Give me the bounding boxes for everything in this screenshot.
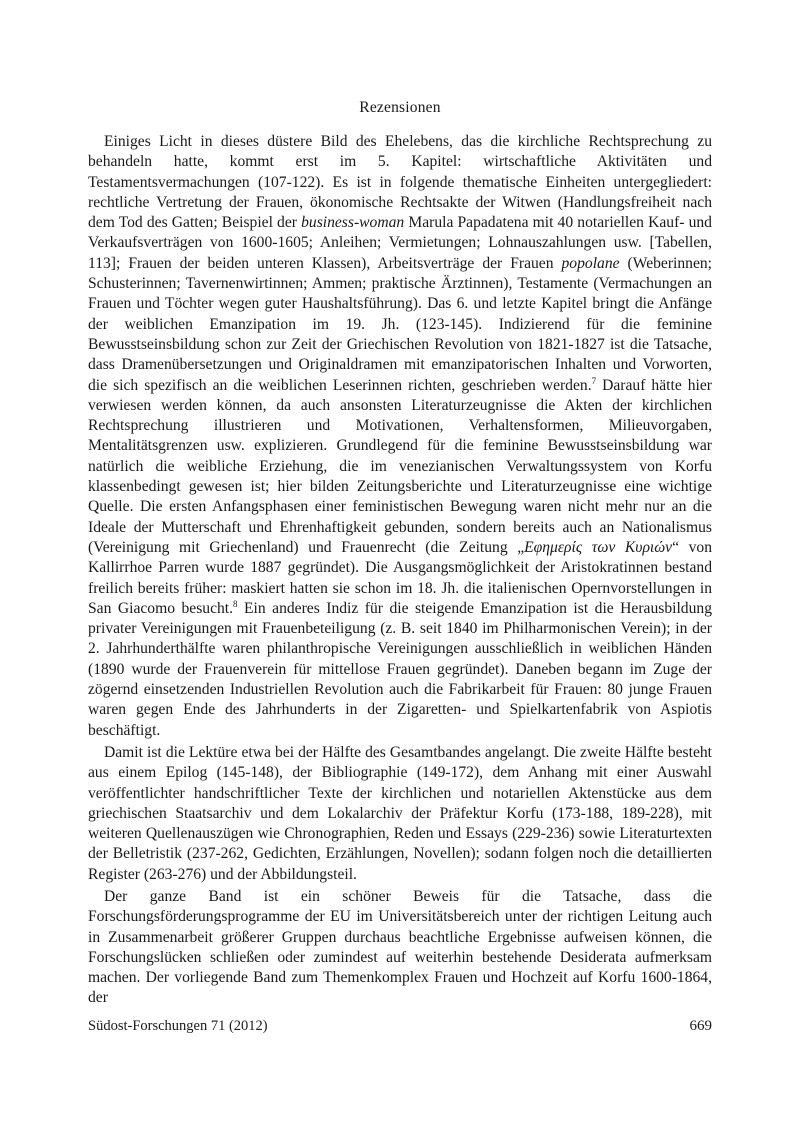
text-run: Ein anderes Indiz für die steigende Emanzipation ist die Herausbildung privater Vereinigungen mit Frauenbeteiligung (z. B. seit 1840 im Philharmonischen Verein); in der 2. Jahrhunderthälfte waren philanthropische Vereinigungen ausschließlich in weiblichen Händen (1890 wurde der Frauenverein für mittellose Frauen gegründet). Daneben begann im Zuge der zögernd einsetzenden Industriellen Revolution auch die Fabrikarbeit für Frauen: 80 junge Frauen waren gegen Ende des Jahrhunderts in der Zigaretten- und Spielkartenfabrik von Aspiotis beschäftigt. <box>88 599 712 739</box>
footnote-marker: 7 <box>591 375 597 386</box>
italic-term: popolane <box>561 254 620 272</box>
text-run: “ von Kallirrhoe Parren wurde 1887 gegründet). Die Ausgangsmöglichkeit der Aristokratinnen bestand freilich bereits früher: maskiert hatten sie schon im 18. Jh. die italienischen Opernvorstellungen in San Giacomo besucht. <box>88 538 712 617</box>
paragraph-1 <box>88 132 712 741</box>
paragraph-3 <box>88 887 712 1009</box>
text-run: Damit ist die Lektüre etwa bei der Hälfte des Gesamtbandes angelangt. Die zweite Hälfte besteht aus einem Epilog (145-148), der Bibliographie (149-172), dem Anhang mit einer Auswahl veröffentlichter handschriftlicher Texte der kirchlichen und notariellen Aktenstücke aus dem griechischen Staatsarchiv und dem Lokalarchiv der Präfektur Korfu (173-188, 189-228), mit weiteren Quellenauszügen wie Chronographien, Reden und Essays (229-236) sowie Literaturtexten der Belletristik (237-262, Gedichten, Erzählungen, Novellen); sodann folgen noch die detaillierten Register (263-276) und der Abbildungsteil. <box>88 743 712 883</box>
journal-citation: Südost-Forschungen 71 (2012) <box>88 1018 268 1034</box>
text-run: Darauf hätte hier verwiesen werden können, da auch ansonsten Literaturzeugnisse die Akten der kirchlichen Rechtsprechung illustrieren und Motivationen, Verhaltensformen, Milieuvorgaben, Mentalitätsgrenzen usw. explizieren. Grundlegend für die feminine Bewusstseinsbildung war natürlich die weibliche Erziehung, die im venezianischen Verwaltungssystem von Korfu klassenbedingt gewesen ist; hier bilden Zeitungsberichte und Literaturzeugnisse eine wichtige Quelle. Die ersten Anfangsphasen einer feministischen Bewegung waren nicht mehr nur an die Ideale der Mutterschaft und Ehrenhaftigkeit gebunden, sondern bereits auch an Nationalismus (Vereinigung mit Griechenland) und Frauenrecht (die Zeitung „ <box>88 376 713 556</box>
text-run: (Weberinnen; Schusterinnen; Tavernenwirtinnen; Ammen; praktische Ärztinnen), Testamente (Vermachungen an Frauen und Töchter wegen guter Haushaltsführung). Das 6. und letzte Kapitel bringt die Anfänge der weiblichen Emanzipation im 19. Jh. (123-145). Indizierend für die feminine Bewusstseinsbildung schon zur Zeit der Griechischen Revolution von 1821-1827 ist die Tatsache, dass Dramenübersetzungen und Originaldramen mit emanzipatorischen Inhalten und Vorworten, die sich spezifisch an die weiblichen Leserinnen richten, geschrieben werden. <box>88 254 712 394</box>
article-body <box>88 132 712 1009</box>
text-run: Der ganze Band ist ein schöner Beweis für die Tatsache, dass die Forschungsförderungsprogramme der EU im Universitätsbereich unter der richtigen Leitung auch in Zusammenarbeit größerer Gruppen durchaus beachtliche Ergebnisse aufweisen können, die Forschungslücken schließen oder zumindest auf weiterhin bestehende Desiderata aufmerksam machen. Der vorliegende Band zum Themenkomplex Frauen und Hochzeit auf Korfu 1600-1864, der <box>88 887 712 1007</box>
footnote-marker: 8 <box>233 598 238 609</box>
text-run: Einiges Licht in dieses düstere Bild des Ehelebens, das die kirchliche Rechtsprechung zu behandeln hatte, kommt erst im 5. Kapitel: wirtschaftliche Aktivitäten und Testamentsvermachungen (107-122). Es ist in folgende thematische Einheiten untergegliedert: rechtliche Vertretung der Frauen, ökonomische Rechtsakte der Witwen (Handlungsfreiheit nach dem Tod des Gatten; Beispiel der <box>88 133 712 232</box>
running-title: Rezensionen <box>359 99 441 116</box>
italic-term: Εφημερίς των Κυριών <box>524 538 673 556</box>
page-number: 669 <box>689 1018 712 1034</box>
italic-term: business-woman <box>301 214 405 232</box>
paragraph-2 <box>88 743 712 885</box>
text-run: Marula Papadatena mit 40 notariellen Kauf- und Verkaufsverträgen von 1600-1605; Anleihen; Vermietungen; Lohnauszahlungen usw. [Tabellen, 113]; Frauen der beiden unteren Klassen), Arbeitsverträge der Frauen <box>88 214 712 272</box>
